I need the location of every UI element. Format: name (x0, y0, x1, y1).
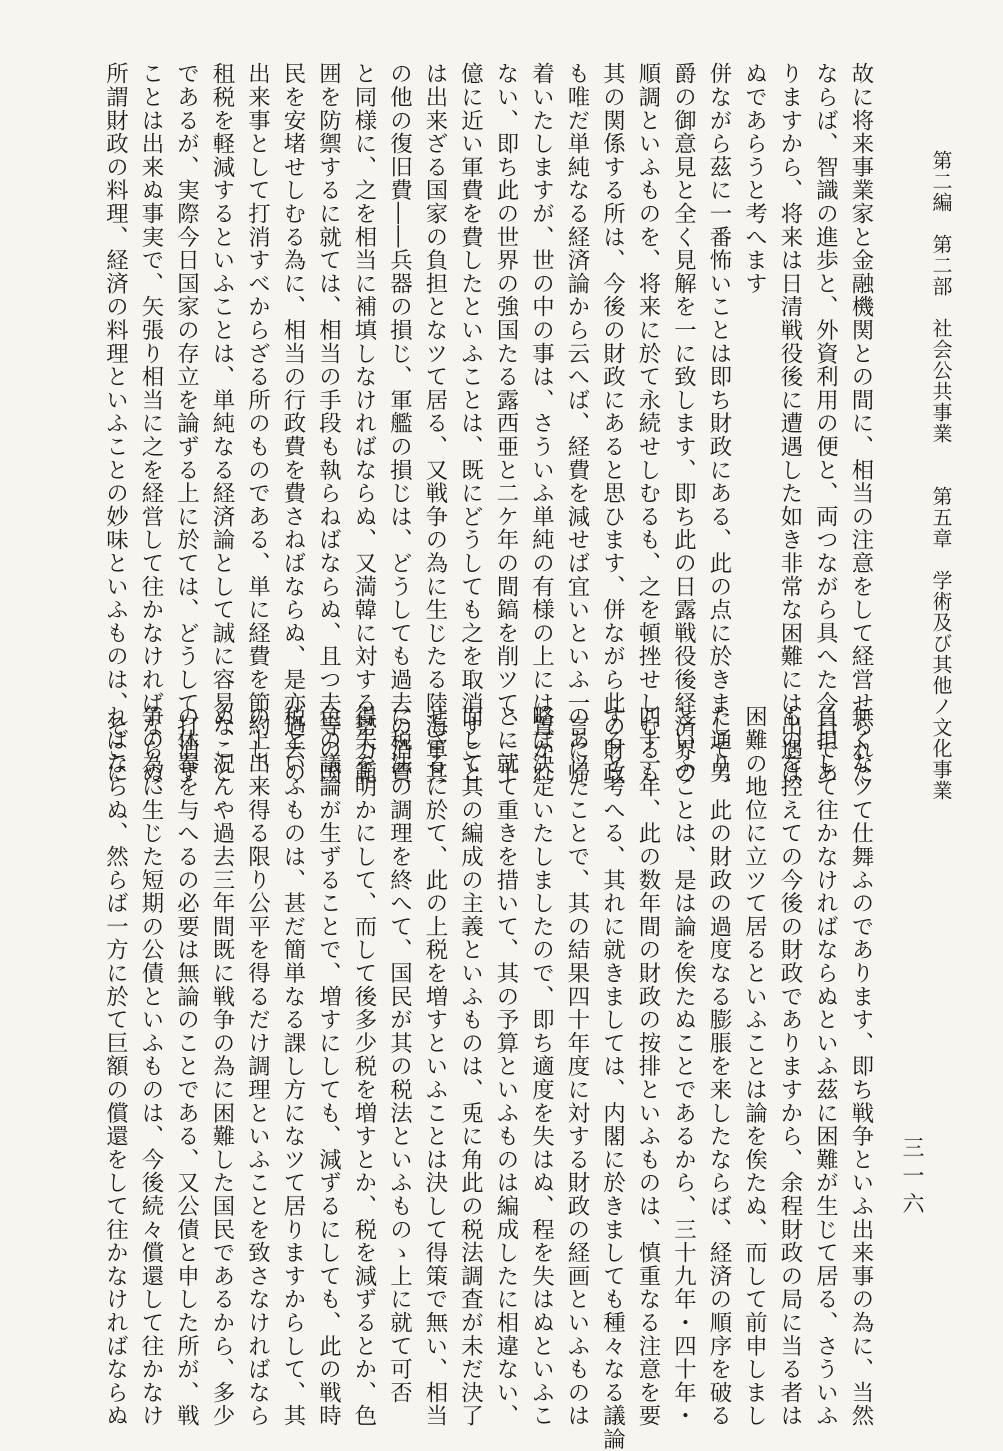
text-column: ぬであらうと考へます (741, 62, 768, 295)
running-head-part: 第二編 第二部 社会公共事業 (929, 150, 953, 444)
text-column: 略ぼ決定いたしましたので、即ち適度を失はぬ、程を失はぬといふこ (528, 705, 555, 1428)
text-column: も唯だ単純なる経済論から云へば、経費を減せば宜いといふ一言に帰 (564, 62, 590, 785)
text-column: のあツたことで、其の結果四十年度に対する財政の経画といふものは (564, 705, 590, 1428)
text-column: 税といふものは、甚だ簡単なる課し方になツて居りますからして、其 (280, 705, 306, 1428)
text-column: 無くなツて仕舞ふのであります、即ち戦争といふ出来事の為に、当然 (848, 705, 874, 1428)
page-number: 三一六 (899, 1136, 924, 1220)
text-column: ればならぬ、然らば一方に於て巨額の償還をして往かなければならぬ (102, 705, 129, 1428)
text-column: 争の為に生じた短期の公債といふものは、今後続々償還して往かなけ (138, 705, 164, 1428)
text-column: であるが、実際今日国家の存立を論ずる上に於ては、どうして打消す (173, 62, 200, 785)
text-column: すると考へる、其れに就きましては、内閣に於きましても種々なる議論 (599, 705, 626, 1451)
text-column: ことは出来ぬ事実で、矢張り相当に之を経営して往かなければならぬ、 (138, 62, 164, 808)
text-column: せざるに於て、此の上税を増すといふことは決して得策で無い、相当 (422, 705, 448, 1428)
text-column: 出来事として打消すべからざる所のものである、単に経費を節約し、 (244, 62, 271, 785)
text-column: 四十一年、此の数年間の財政の按排といふものは、慎重なる注意を要 (635, 705, 661, 1428)
text-column: に税法の調理を終へて、国民が其の税法といふものゝ上に就て可否 (386, 705, 413, 1404)
upper-text-block (58, 62, 878, 808)
text-column: 併ながら茲に一番怖いことは即ち財政にある、此の点に於きまして男 (706, 62, 732, 785)
text-column: 得失を明かにして、而して後多少税を増すとか、税を減ずるとか、色 (351, 705, 377, 1428)
text-column: 着いたしますが、世の中の事は、さういふ単純の有様の上には置かれ (528, 62, 555, 785)
text-column: ない、即ち此の世界の強国たる露西亜と二ケ年の間鎬を削ツて、二十 (493, 62, 519, 785)
text-column: 爵の御意見と全く見解を一に致します、即ち此の日露戦役後経済界の (670, 62, 697, 785)
text-column: の他の復旧費――兵器の損じ、軍艦の損じは、どうしても過去の消費 (386, 62, 413, 785)
text-column: 億に近い軍費を費したといふことは、既にどうしても之を取消すこと (457, 62, 484, 785)
text-column: の休養を与へるの必要は無論のことである、又公債と申した所が、戦 (173, 705, 200, 1428)
text-column: 民を安堵せしむる為に、相当の行政費を費さねばならぬ、是亦過去の (280, 62, 306, 785)
text-column: と同様に、之を相当に補填しなければならぬ、又満韓に対する勢力範 (351, 62, 377, 785)
text-column: ものを控えての今後の財政でありますから、余程財政の局に当る者は (777, 705, 803, 1428)
text-column: 困難の地位に立ツて居るといふことは論を俟たぬ、而して前申しまし (741, 705, 768, 1428)
text-column: 其の関係する所は、今後の財政にあると思ひます、併ながら此の財政 (599, 62, 626, 785)
text-column: 所謂財政の料理、経済の料理といふことの妙味といふものは、そこに (102, 62, 129, 785)
text-column: 囲を防禦するに就ては、相当の手段も執らねばならぬ、且つ夫等の国 (315, 62, 342, 785)
text-column: といふことは、是は論を俟たぬことであるから、三十九年・四十年・ (670, 705, 697, 1428)
running-head-chapter: 第五章 学術及び其他ノ文化事業 (929, 486, 953, 801)
text-column: とに就て重きを措いて、其の予算といふものは編成したに相違ない、 (493, 705, 519, 1428)
text-column: 負担して往かなければならぬといふ茲に困難が生じて居る、さういふ (812, 705, 839, 1428)
text-column: ならば、智識の進歩と、外資利用の便と、両つながら具へた今日であ (812, 62, 839, 785)
text-column: た通り、此の財政の過度なる膨脹を来したならば、経済の順序を破る (706, 705, 732, 1428)
text-column: 故に将来事業家と金融機関との間に、相当の注意をして経営せられた (848, 62, 874, 785)
text-column: 色の議論が生ずることで、増すにしても、減ずるにしても、此の戦時 (315, 705, 342, 1428)
text-column: りますから、将来は日清戦役後に遭遇した如き非常な困難には出遇は (777, 62, 803, 785)
text-column: 而して其の編成の主義といふものは、兎に角此の税法調査が未だ決了 (457, 705, 484, 1428)
running-head (895, 150, 955, 801)
text-column: 租税を軽減するといふことは、単純なる経済論として誠に容易なこと (209, 62, 235, 785)
text-column: は出来ざる国家の負担となツて居る、又戦争の為に生じたる陸海軍其 (422, 62, 448, 785)
lower-text-block (58, 705, 878, 1451)
text-column: の上出来得る限り公平を得るだけ調理といふことを致さなければなら (244, 705, 271, 1428)
text-column: 順調といふものを、将来に於て永続せしむるも、之を頓挫せしむるも (635, 62, 661, 785)
text-column: ぬ、況んや過去三年間既に戦争の為に困難した国民であるから、多少 (209, 705, 235, 1428)
